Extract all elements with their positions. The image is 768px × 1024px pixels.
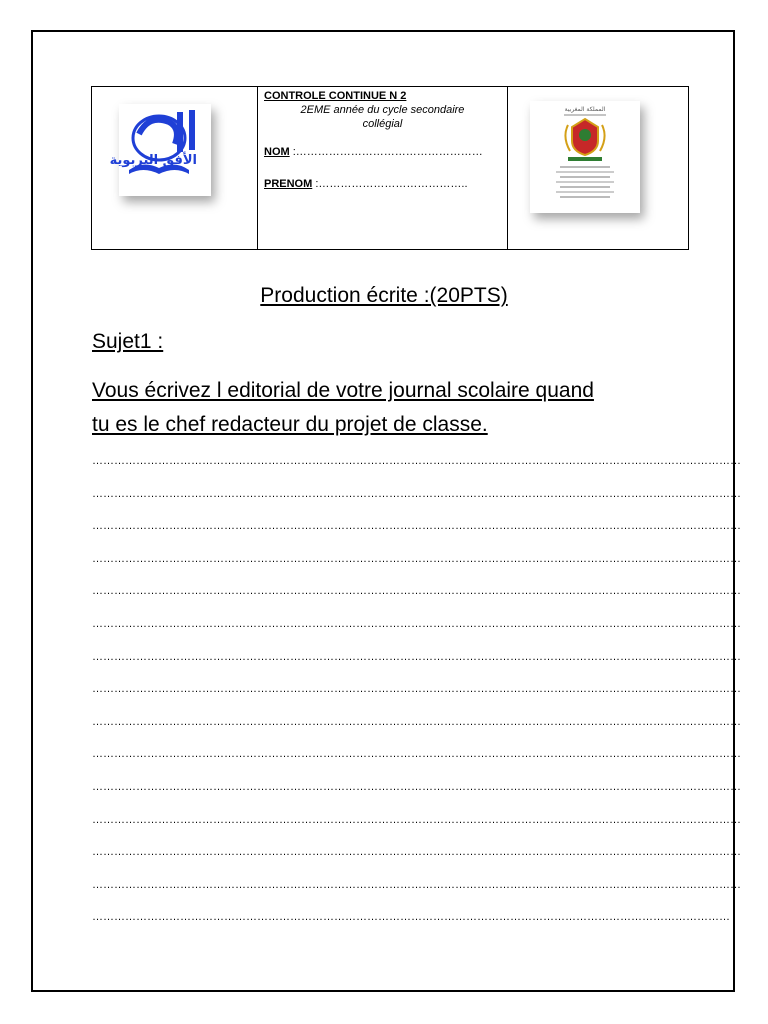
- header-logo-cell: [92, 87, 258, 249]
- ministry-emblem: [530, 101, 640, 213]
- prenom-dots: :…………………………………..: [312, 178, 468, 190]
- answer-line[interactable]: ……………………………………………………………………………………………………………………………………………………………: [92, 552, 741, 565]
- exam-title: CONTROLE CONTINUE N 2: [264, 90, 407, 102]
- answer-line[interactable]: ……………………………………………………………………………………………………………………………………………………………: [92, 878, 741, 891]
- answer-line[interactable]: ……………………………………………………………………………………………………………………………………………………………: [92, 683, 741, 696]
- answer-line[interactable]: ……………………………………………………………………………………………………………………………………………………………: [92, 813, 741, 826]
- prenom-label: PRENOM: [264, 178, 313, 190]
- nom-dots: :……………………………………………: [289, 146, 483, 158]
- alofoq-logo-icon: [109, 104, 211, 196]
- ministry-emblem-icon: [530, 101, 640, 213]
- answer-line-last[interactable]: …………………………………………………………………………………………………………………………………………………………: [92, 911, 730, 924]
- header-info-cell: [258, 87, 508, 249]
- answer-line[interactable]: ……………………………………………………………………………………………………………………………………………………………: [92, 487, 741, 500]
- answer-line[interactable]: ……………………………………………………………………………………………………………………………………………………………: [92, 780, 741, 793]
- prompt-line-1: Vous écrivez l editorial de votre journal scolaire quand: [92, 379, 594, 402]
- prenom-field: [264, 177, 501, 191]
- answer-line[interactable]: ……………………………………………………………………………………………………………………………………………………………: [92, 748, 741, 761]
- alofoq-logo: [109, 104, 211, 196]
- answer-line[interactable]: ……………………………………………………………………………………………………………………………………………………………: [92, 617, 741, 630]
- answer-line[interactable]: ……………………………………………………………………………………………………………………………………………………………: [92, 455, 741, 467]
- svg-text:المملكة المغربية: المملكة المغربية: [564, 106, 606, 113]
- level-line-1: 2EME année du cycle secondaire: [300, 104, 465, 116]
- writing-prompt: [92, 374, 692, 442]
- answer-lines: [92, 455, 741, 944]
- nom-field: [264, 145, 501, 159]
- subject-label: Sujet1 :: [92, 330, 164, 353]
- answer-line[interactable]: ……………………………………………………………………………………………………………………………………………………………: [92, 585, 741, 598]
- answer-line[interactable]: ……………………………………………………………………………………………………………………………………………………………: [92, 846, 741, 859]
- nom-label: NOM: [264, 146, 290, 158]
- answer-line[interactable]: ……………………………………………………………………………………………………………………………………………………………: [92, 650, 741, 663]
- answer-line[interactable]: ……………………………………………………………………………………………………………………………………………………………: [92, 520, 741, 533]
- header-table: [91, 86, 689, 250]
- level-line-2: collégial: [362, 118, 403, 130]
- page-title: Production écrite :(20PTS): [260, 284, 508, 307]
- prompt-line-2: tu es le chef redacteur du projet de classe.: [92, 413, 488, 436]
- svg-text:الأفق التربوية: الأفق التربوية: [109, 153, 197, 168]
- header-emblem-cell: [508, 87, 688, 249]
- answer-line[interactable]: ……………………………………………………………………………………………………………………………………………………………: [92, 715, 741, 728]
